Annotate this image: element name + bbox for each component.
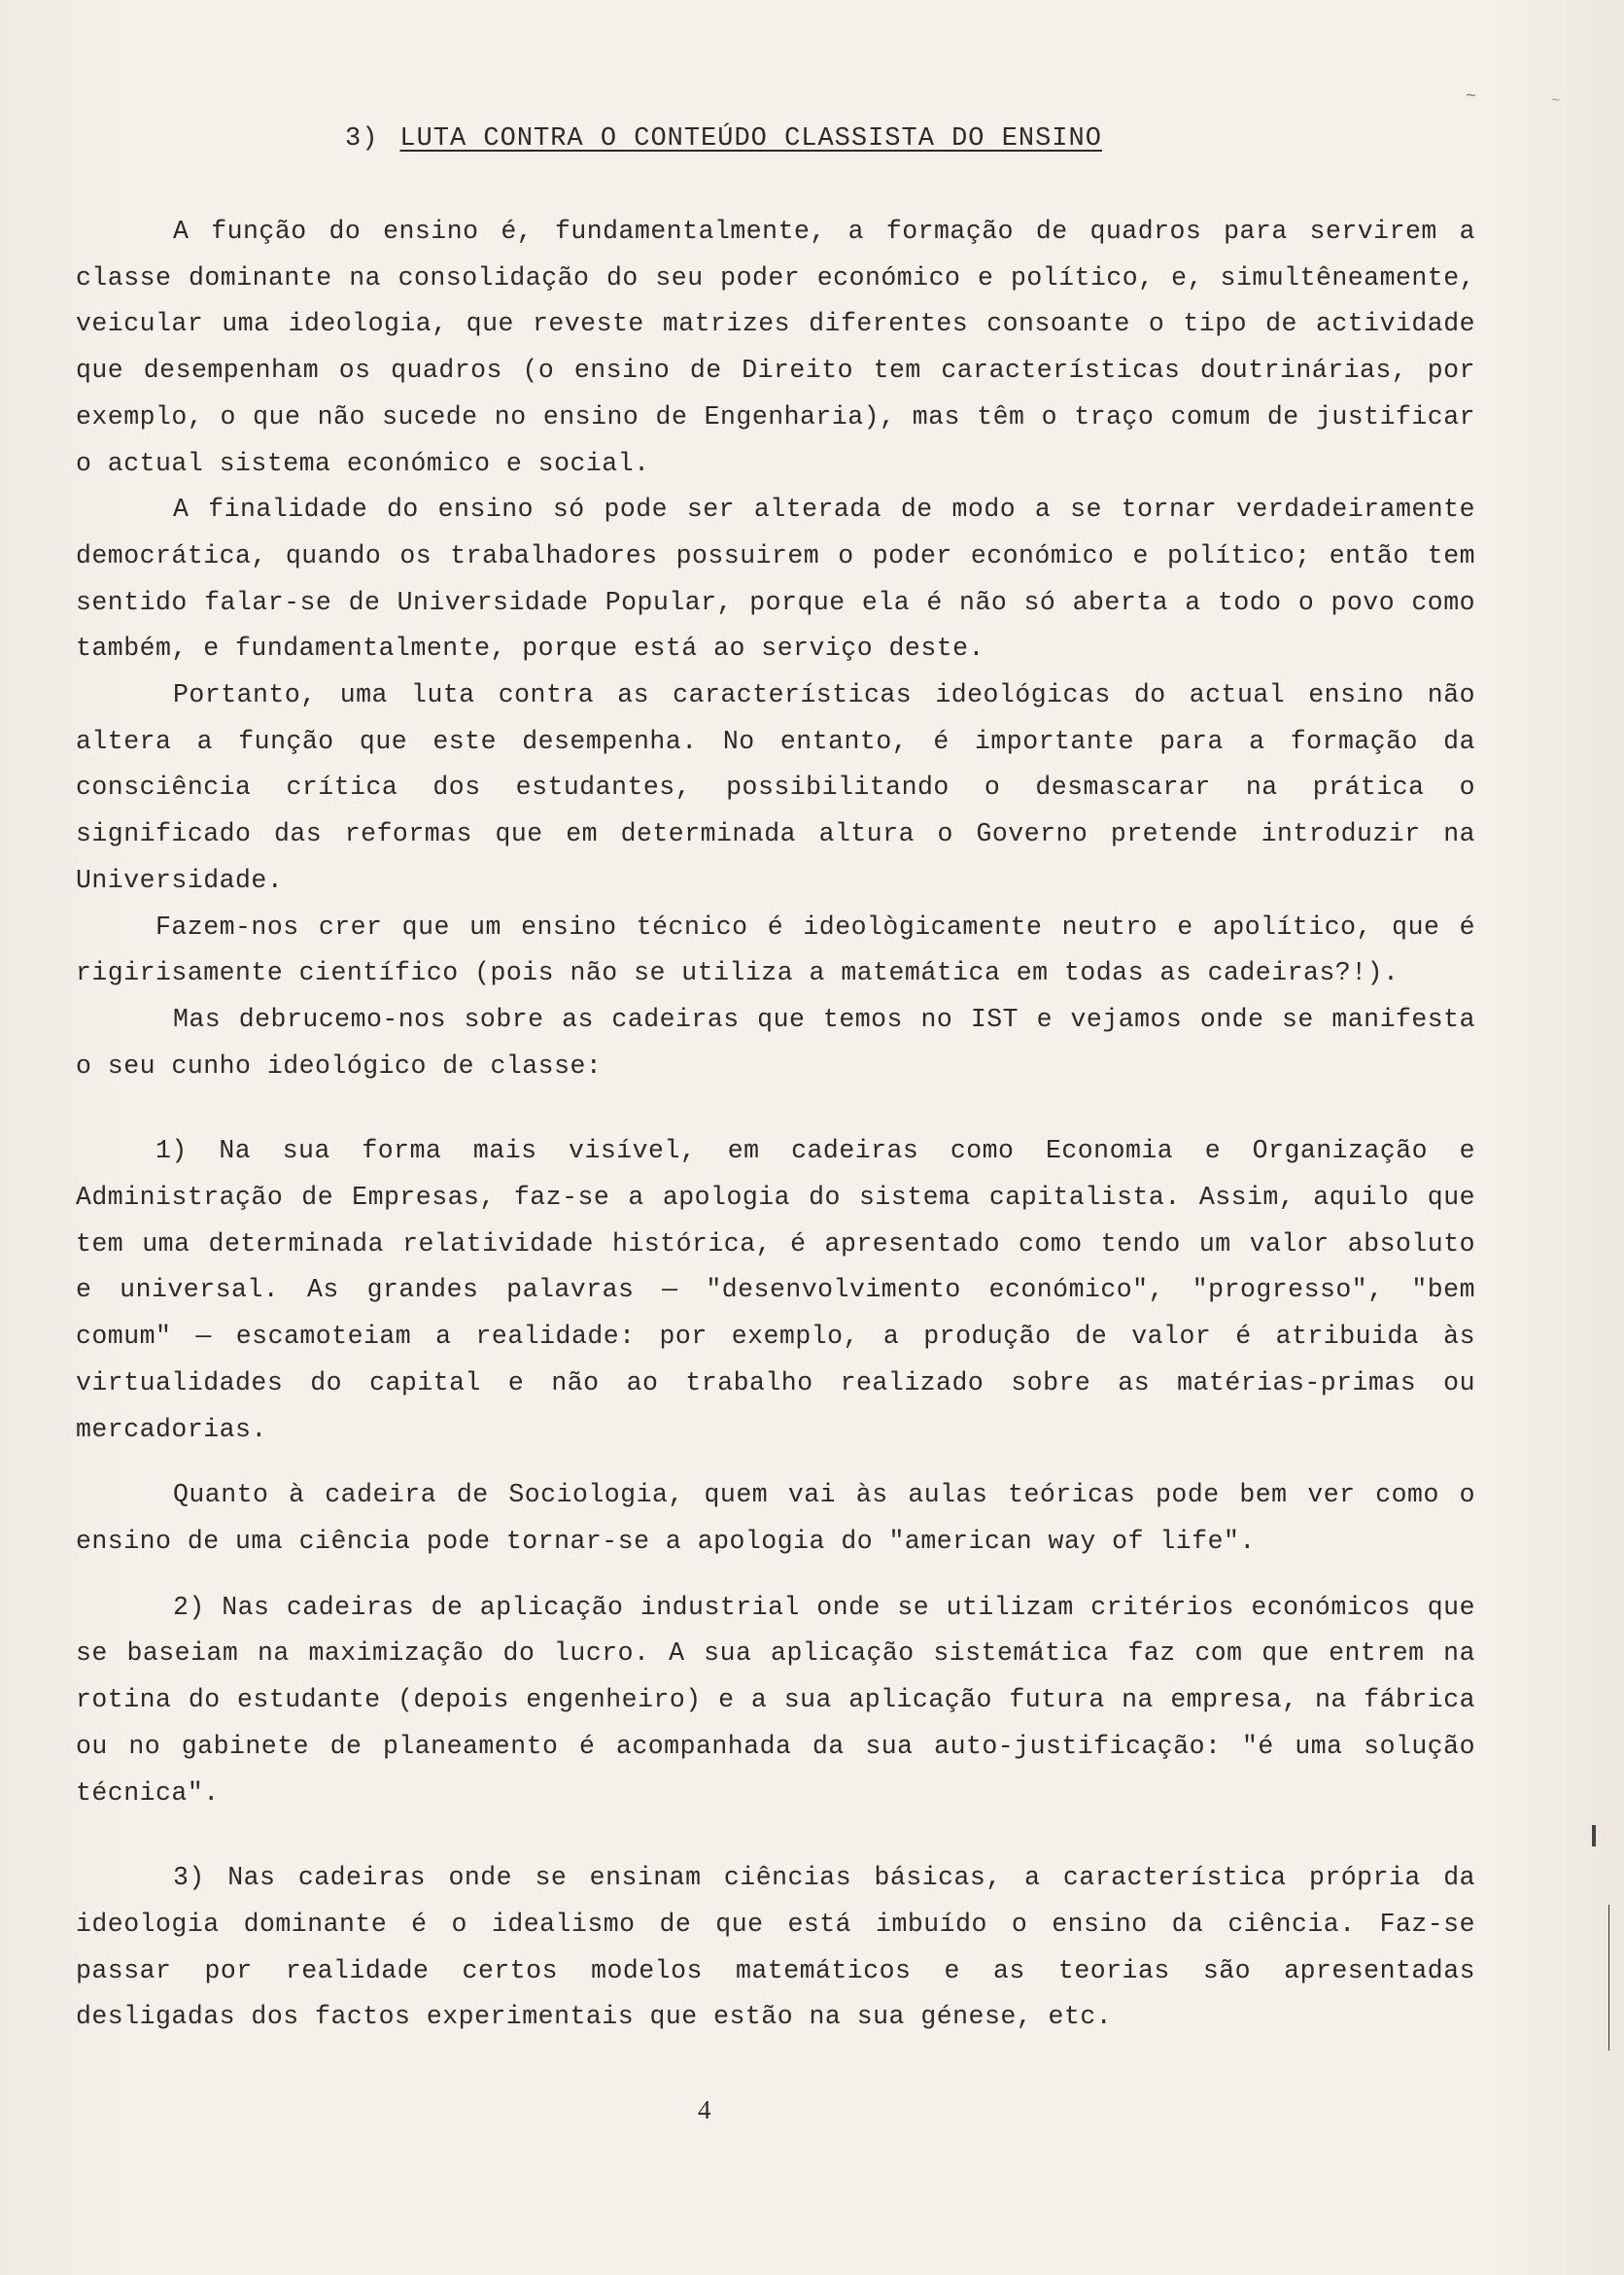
margin-line <box>1608 1905 1609 2051</box>
list-item: 1) Na sua forma mais visível, em cadeiras como Economia e Organização e Administração de Empresas, faz-se a apologia do sistema capitalista. Assim, aquilo que tem uma determinada relatividade histórica, é apresentado como tendo um valor absoluto e universal. As grandes palavras — "desenvolvimento económico", "progresso", "bem comum" — escamoteiam a realidade: por exemplo, a produção de valor é atribuida às virtualidades do capital e não ao trabalho realizado sobre as matérias-primas ou mercadorias. <box>76 1136 1475 1444</box>
corner-mark: ~ <box>1466 87 1476 107</box>
section-number: 3) <box>345 124 379 154</box>
paragraph: Portanto, uma luta contra as características ideológicas do actual ensino não altera a função que este desempenha. No entanto, é importante para a formação da consciência crítica dos estudantes, possibilitando o desmascarar na prática o significado das reformas que em determinada altura o Governo pretende introduzir na Universidade. <box>76 680 1475 895</box>
paragraph: Fazem-nos crer que um ensino técnico é ideològicamente neutro e apolítico, que é rigirisamente científico (pois não se utiliza a matemática em todas as cadeiras?!). <box>76 912 1475 988</box>
section-title: LUTA CONTRA O CONTEÚDO CLASSISTA DO ENSINO <box>399 124 1102 154</box>
list-item: 3) Nas cadeiras onde se ensinam ciências básicas, a característica própria da ideologia dominante é o idealismo de que está imbuído o ensino da ciência. Faz-se passar por realidade certos modelos matemáticos e as teorias são apresentadas desligadas dos factos experimentais que estão na sua génese, etc. <box>76 1863 1475 2032</box>
page-number: 4 <box>698 2095 711 2124</box>
paragraph: Quanto à cadeira de Sociologia, quem vai às aulas teóricas pode bem ver como o ensino de uma ciência pode tornar-se a apologia do "american way of life". <box>76 1480 1475 1556</box>
document-body <box>76 209 1475 2041</box>
section-heading <box>345 124 1102 154</box>
paragraph: A função do ensino é, fundamentalmente, a formação de quadros para servirem a classe dominante na consolidação do seu poder económico e político, e, simultêneamente, veicular uma ideologia, que reveste matrizes diferentes consoante o tipo de actividade que desempenham os quadros (o ensino de Direito tem características doutrinárias, por exemplo, o que não sucede no ensino de Engenharia), mas têm o traço comum de justificar o actual sistema económico e social. <box>76 217 1475 478</box>
list-item: 2) Nas cadeiras de aplicação industrial onde se utilizam critérios económicos que se baseiam na maximização do lucro. A sua aplicação sistemática faz com que entrem na rotina do estudante (depois engenheiro) e a sua aplicação futura na empresa, na fábrica ou no gabinete de planeamento é acompanhada da sua auto-justificação: "é uma solução técnica". <box>76 1592 1475 1808</box>
corner-mark: ~ <box>1551 92 1561 110</box>
margin-mark <box>1592 1825 1596 1846</box>
paragraph: Mas debrucemo-nos sobre as cadeiras que temos no IST e vejamos onde se manifesta o seu cunho ideológico de classe: <box>76 1004 1475 1081</box>
paragraph: A finalidade do ensino só pode ser alterada de modo a se tornar verdadeiramente democrática, quando os trabalhadores possuirem o poder económico e político; então tem sentido falar-se de Universidade Popular, porque ela é não só aberta a todo o povo como também, e fundamentalmente, porque está ao serviço deste. <box>76 495 1475 664</box>
